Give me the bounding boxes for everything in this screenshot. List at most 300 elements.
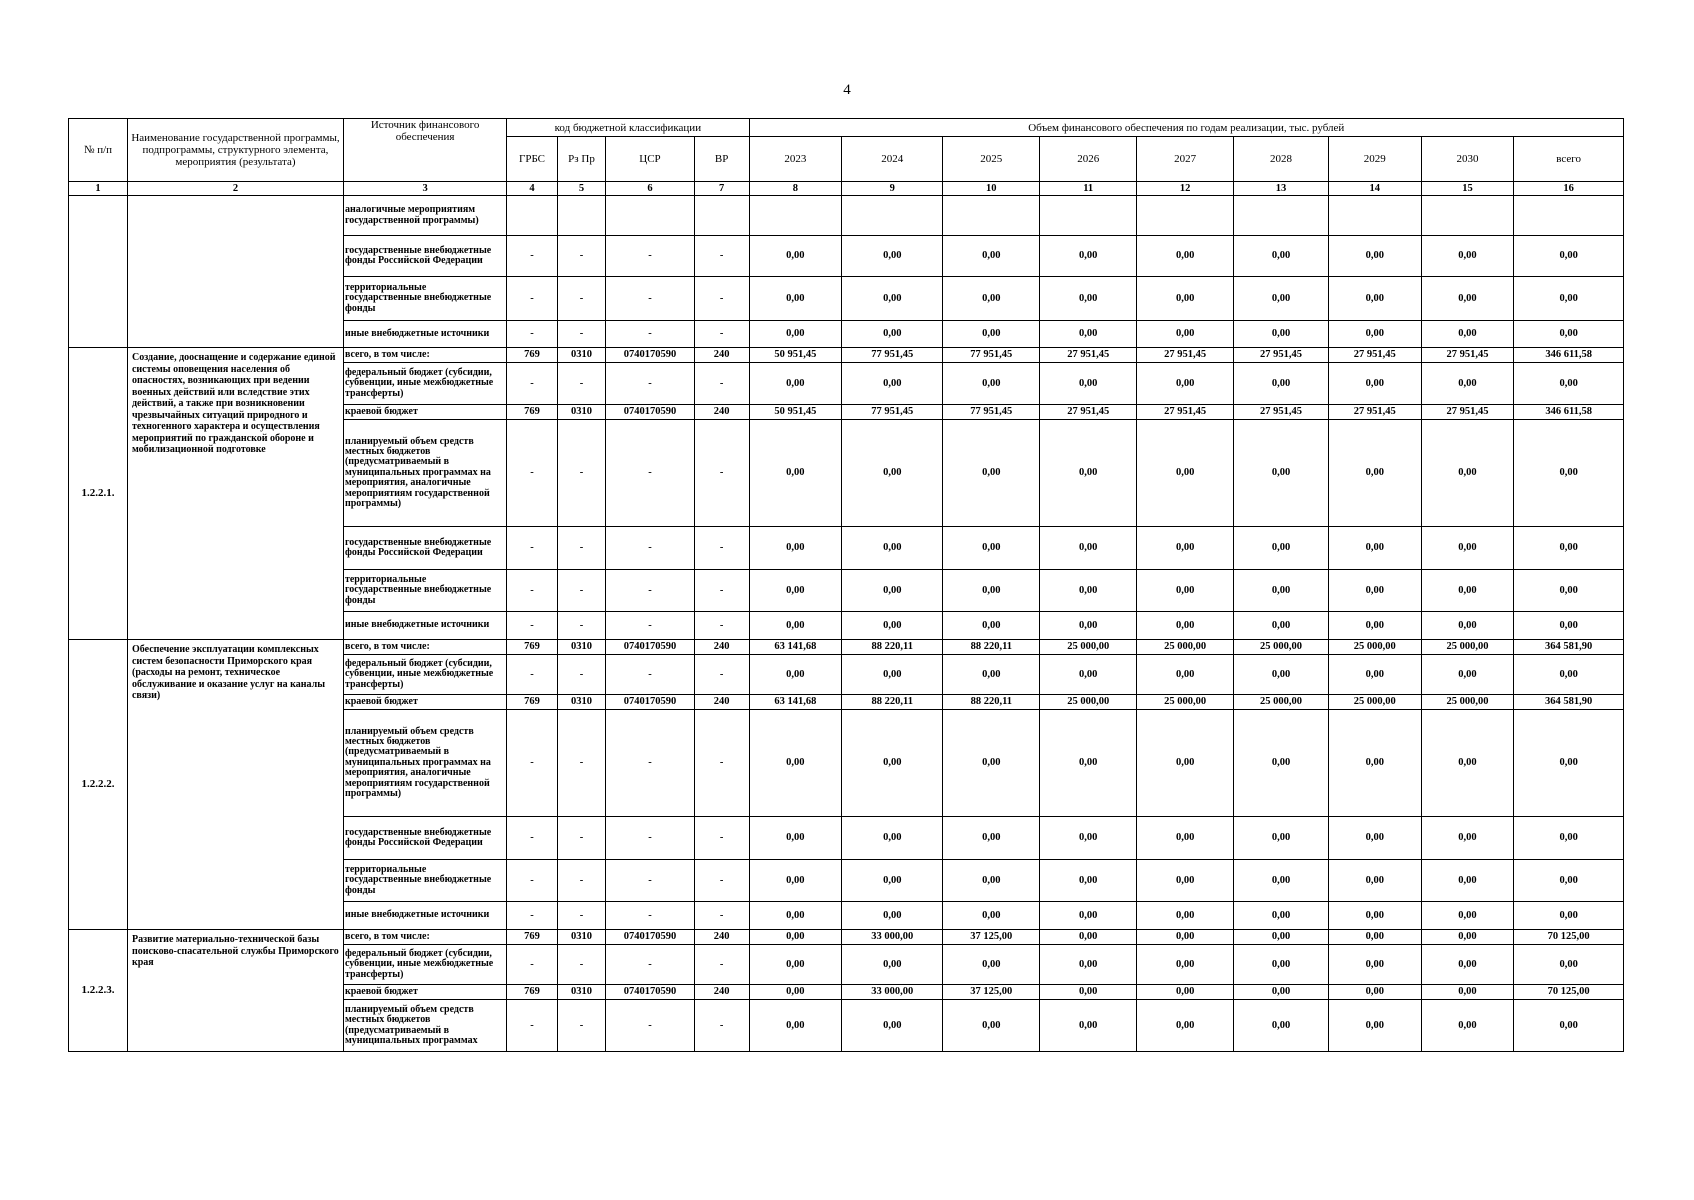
empty-cell <box>1137 196 1234 236</box>
amount-cell: 0,00 <box>1137 1000 1234 1052</box>
amount-cell: 0,00 <box>1040 655 1137 695</box>
amount-cell: 27 951,45 <box>1328 405 1421 420</box>
amount-cell: 346 611,58 <box>1514 405 1624 420</box>
amount-cell: 0,00 <box>943 277 1040 321</box>
amount-cell: 0,00 <box>1040 363 1137 405</box>
amount-cell: 0,00 <box>749 817 842 860</box>
budget-code-cell: 240 <box>694 985 749 1000</box>
amount-cell: 33 000,00 <box>842 985 943 1000</box>
amount-cell: 0,00 <box>943 817 1040 860</box>
amount-cell: 0,00 <box>1040 277 1137 321</box>
empty-cell <box>1421 196 1514 236</box>
amount-cell: 0,00 <box>1234 710 1329 817</box>
dash-cell: - <box>694 860 749 902</box>
column-number: 5 <box>557 182 605 196</box>
dash-cell: - <box>507 945 558 985</box>
table-row <box>69 196 1624 236</box>
dash-cell: - <box>694 902 749 930</box>
amount-cell: 25 000,00 <box>1234 640 1329 655</box>
amount-cell: 0,00 <box>749 945 842 985</box>
amount-cell: 0,00 <box>1234 1000 1329 1052</box>
amount-cell: 0,00 <box>943 570 1040 612</box>
amount-cell: 0,00 <box>1040 612 1137 640</box>
amount-cell: 0,00 <box>749 710 842 817</box>
budget-code-cell: 0740170590 <box>606 985 694 1000</box>
amount-cell: 0,00 <box>1040 420 1137 527</box>
amount-cell: 0,00 <box>1040 236 1137 277</box>
amount-cell: 0,00 <box>1234 570 1329 612</box>
budget-code-cell: 769 <box>507 695 558 710</box>
table-body <box>69 196 1624 1052</box>
amount-cell: 0,00 <box>1328 527 1421 570</box>
amount-cell: 0,00 <box>1514 236 1624 277</box>
amount-cell: 0,00 <box>1328 902 1421 930</box>
dash-cell: - <box>606 945 694 985</box>
source-label: федеральный бюджет (субсидии, субвенции, иные межбюджетные трансферты) <box>343 655 506 695</box>
amount-cell: 0,00 <box>749 930 842 945</box>
amount-cell: 0,00 <box>749 527 842 570</box>
amount-cell: 0,00 <box>842 710 943 817</box>
dash-cell: - <box>507 321 558 348</box>
budget-code-cell: 240 <box>694 640 749 655</box>
amount-cell: 0,00 <box>1137 570 1234 612</box>
amount-cell: 0,00 <box>1234 527 1329 570</box>
budget-code-cell: 0740170590 <box>606 405 694 420</box>
amount-cell: 25 000,00 <box>1234 695 1329 710</box>
amount-cell: 0,00 <box>1328 985 1421 1000</box>
dash-cell: - <box>606 236 694 277</box>
budget-code-cell: 0310 <box>557 405 605 420</box>
amount-cell: 0,00 <box>1234 860 1329 902</box>
empty-cell <box>749 196 842 236</box>
amount-cell: 0,00 <box>1421 612 1514 640</box>
amount-cell: 0,00 <box>1040 710 1137 817</box>
amount-cell: 70 125,00 <box>1514 985 1624 1000</box>
budget-code-cell: 0310 <box>557 930 605 945</box>
dash-cell: - <box>557 902 605 930</box>
dash-cell: - <box>557 570 605 612</box>
dash-cell: - <box>694 1000 749 1052</box>
item-number: 1.2.2.3. <box>69 930 128 1052</box>
amount-cell: 27 951,45 <box>1040 405 1137 420</box>
amount-cell: 0,00 <box>749 612 842 640</box>
dash-cell: - <box>507 860 558 902</box>
dash-cell: - <box>557 420 605 527</box>
header-csr: ЦСР <box>606 137 694 182</box>
amount-cell: 50 951,45 <box>749 405 842 420</box>
amount-cell: 0,00 <box>943 902 1040 930</box>
budget-code-cell: 0310 <box>557 348 605 363</box>
source-label: государственные внебюджетные фонды Российской Федерации <box>343 236 506 277</box>
amount-cell: 25 000,00 <box>1328 640 1421 655</box>
header-year-2028: 2028 <box>1234 137 1329 182</box>
source-label: всего, в том числе: <box>343 348 506 363</box>
header-year-2025: 2025 <box>943 137 1040 182</box>
amount-cell: 25 000,00 <box>1328 695 1421 710</box>
amount-cell: 364 581,90 <box>1514 640 1624 655</box>
dash-cell: - <box>507 363 558 405</box>
dash-cell: - <box>557 363 605 405</box>
dash-cell: - <box>694 236 749 277</box>
amount-cell: 0,00 <box>1514 570 1624 612</box>
amount-cell: 0,00 <box>1421 930 1514 945</box>
source-label: территориальные государственные внебюджетные фонды <box>343 277 506 321</box>
amount-cell: 0,00 <box>842 321 943 348</box>
amount-cell: 0,00 <box>1421 817 1514 860</box>
budget-code-cell: 0740170590 <box>606 695 694 710</box>
dash-cell: - <box>557 860 605 902</box>
column-number: 7 <box>694 182 749 196</box>
dash-cell: - <box>606 817 694 860</box>
header-year-2030: 2030 <box>1421 137 1514 182</box>
amount-cell: 0,00 <box>1328 655 1421 695</box>
dash-cell: - <box>557 945 605 985</box>
amount-cell: 0,00 <box>1137 277 1234 321</box>
column-number: 11 <box>1040 182 1137 196</box>
table-row <box>69 930 1624 945</box>
amount-cell: 0,00 <box>1040 817 1137 860</box>
item-number <box>69 196 128 348</box>
empty-cell <box>507 196 558 236</box>
amount-cell: 0,00 <box>842 655 943 695</box>
page-number: 4 <box>843 82 851 98</box>
amount-cell: 0,00 <box>1421 277 1514 321</box>
amount-cell: 0,00 <box>1421 420 1514 527</box>
dash-cell: - <box>694 710 749 817</box>
amount-cell: 0,00 <box>943 945 1040 985</box>
amount-cell: 27 951,45 <box>1040 348 1137 363</box>
amount-cell: 0,00 <box>1137 363 1234 405</box>
amount-cell: 0,00 <box>1421 363 1514 405</box>
dash-cell: - <box>557 655 605 695</box>
dash-cell: - <box>557 1000 605 1052</box>
amount-cell: 27 951,45 <box>1234 348 1329 363</box>
source-label: планируемый объем средств местных бюджетов (предусматриваемый в муниципальных программах на мероприятия, аналогичные мероприятиям государственной программы) <box>343 710 506 817</box>
header-row-1 <box>69 119 1624 137</box>
amount-cell: 88 220,11 <box>943 695 1040 710</box>
dash-cell: - <box>507 236 558 277</box>
dash-cell: - <box>507 1000 558 1052</box>
amount-cell: 0,00 <box>749 277 842 321</box>
empty-cell <box>557 196 605 236</box>
empty-cell <box>606 196 694 236</box>
amount-cell: 25 000,00 <box>1137 640 1234 655</box>
amount-cell: 0,00 <box>1234 236 1329 277</box>
empty-cell <box>1514 196 1624 236</box>
amount-cell: 0,00 <box>749 860 842 902</box>
dash-cell: - <box>557 817 605 860</box>
amount-cell: 25 000,00 <box>1137 695 1234 710</box>
amount-cell: 27 951,45 <box>1137 348 1234 363</box>
amount-cell: 0,00 <box>749 321 842 348</box>
budget-code-cell: 0310 <box>557 695 605 710</box>
dash-cell: - <box>557 321 605 348</box>
dash-cell: - <box>606 570 694 612</box>
amount-cell: 0,00 <box>1328 570 1421 612</box>
budget-code-cell: 769 <box>507 348 558 363</box>
amount-cell: 0,00 <box>1328 1000 1421 1052</box>
amount-cell: 0,00 <box>1328 420 1421 527</box>
amount-cell: 0,00 <box>1421 945 1514 985</box>
amount-cell: 0,00 <box>842 363 943 405</box>
header-year-2027: 2027 <box>1137 137 1234 182</box>
item-number: 1.2.2.1. <box>69 348 128 640</box>
amount-cell: 0,00 <box>1514 527 1624 570</box>
dash-cell: - <box>606 277 694 321</box>
source-label: планируемый объем средств местных бюджетов (предусматриваемый в муниципальных программах <box>343 1000 506 1052</box>
amount-cell: 63 141,68 <box>749 640 842 655</box>
dash-cell: - <box>606 710 694 817</box>
amount-cell: 0,00 <box>1137 420 1234 527</box>
dash-cell: - <box>694 363 749 405</box>
amount-cell: 0,00 <box>749 570 842 612</box>
amount-cell: 0,00 <box>1234 321 1329 348</box>
column-number: 15 <box>1421 182 1514 196</box>
amount-cell: 0,00 <box>1514 817 1624 860</box>
source-label: иные внебюджетные источники <box>343 612 506 640</box>
amount-cell: 0,00 <box>1234 612 1329 640</box>
amount-cell: 0,00 <box>1514 277 1624 321</box>
budget-code-cell: 769 <box>507 640 558 655</box>
dash-cell: - <box>557 612 605 640</box>
amount-cell: 0,00 <box>1137 612 1234 640</box>
dash-cell: - <box>606 902 694 930</box>
column-number: 4 <box>507 182 558 196</box>
amount-cell: 0,00 <box>1421 1000 1514 1052</box>
empty-cell <box>1040 196 1137 236</box>
budget-code-cell: 769 <box>507 930 558 945</box>
amount-cell: 0,00 <box>943 710 1040 817</box>
amount-cell: 0,00 <box>749 420 842 527</box>
amount-cell: 0,00 <box>842 570 943 612</box>
amount-cell: 63 141,68 <box>749 695 842 710</box>
dash-cell: - <box>694 420 749 527</box>
budget-code-cell: 0740170590 <box>606 930 694 945</box>
amount-cell: 346 611,58 <box>1514 348 1624 363</box>
dash-cell: - <box>606 527 694 570</box>
amount-cell: 27 951,45 <box>1328 348 1421 363</box>
column-number: 13 <box>1234 182 1329 196</box>
header-vr: ВР <box>694 137 749 182</box>
amount-cell: 0,00 <box>1040 902 1137 930</box>
column-number: 1 <box>69 182 128 196</box>
amount-cell: 27 951,45 <box>1421 348 1514 363</box>
amount-cell: 0,00 <box>842 612 943 640</box>
amount-cell: 0,00 <box>1137 817 1234 860</box>
dash-cell: - <box>507 612 558 640</box>
amount-cell: 88 220,11 <box>943 640 1040 655</box>
source-label: краевой бюджет <box>343 695 506 710</box>
dash-cell: - <box>557 277 605 321</box>
amount-cell: 0,00 <box>943 363 1040 405</box>
amount-cell: 0,00 <box>1421 236 1514 277</box>
amount-cell: 0,00 <box>842 527 943 570</box>
dash-cell: - <box>507 710 558 817</box>
amount-cell: 37 125,00 <box>943 930 1040 945</box>
financing-table <box>68 118 1624 1052</box>
amount-cell: 0,00 <box>943 655 1040 695</box>
source-label: краевой бюджет <box>343 985 506 1000</box>
table-row <box>69 640 1624 655</box>
column-number: 9 <box>842 182 943 196</box>
amount-cell: 0,00 <box>842 236 943 277</box>
item-name: Создание, дооснащение и содержание единой системы оповещения населения об опасностях, возникающих при ведении военных действий или вследствие этих действий, а также при возникновении чрезвычайных ситуаций природного и техногенного характера и осуществления мероприятий по гражданской обороне и мобилизационной подготовке <box>127 348 343 640</box>
budget-code-cell: 240 <box>694 930 749 945</box>
column-number: 12 <box>1137 182 1234 196</box>
amount-cell: 77 951,45 <box>943 405 1040 420</box>
column-number: 10 <box>943 182 1040 196</box>
amount-cell: 0,00 <box>1328 710 1421 817</box>
amount-cell: 0,00 <box>1328 277 1421 321</box>
amount-cell: 50 951,45 <box>749 348 842 363</box>
source-label: территориальные государственные внебюджетные фонды <box>343 860 506 902</box>
amount-cell: 364 581,90 <box>1514 695 1624 710</box>
amount-cell: 0,00 <box>1137 902 1234 930</box>
column-number: 3 <box>343 182 506 196</box>
amount-cell: 27 951,45 <box>1234 405 1329 420</box>
source-label: аналогичные мероприятиям государственной программы) <box>343 196 506 236</box>
amount-cell: 0,00 <box>1234 930 1329 945</box>
amount-cell: 0,00 <box>1040 1000 1137 1052</box>
source-label: планируемый объем средств местных бюджетов (предусматриваемый в муниципальных программах на мероприятия, аналогичные мероприятиям государственной программы) <box>343 420 506 527</box>
amount-cell: 25 000,00 <box>1421 640 1514 655</box>
amount-cell: 0,00 <box>1234 985 1329 1000</box>
dash-cell: - <box>507 570 558 612</box>
source-label: федеральный бюджет (субсидии, субвенции, иные межбюджетные трансферты) <box>343 363 506 405</box>
source-label: всего, в том числе: <box>343 640 506 655</box>
header-total: всего <box>1514 137 1624 182</box>
dash-cell: - <box>606 612 694 640</box>
header-year-2029: 2029 <box>1328 137 1421 182</box>
source-label: иные внебюджетные источники <box>343 902 506 930</box>
amount-cell: 0,00 <box>1040 860 1137 902</box>
header-name: Наименование государственной программы, подпрограммы, структурного элемента, мероприятия (результата) <box>127 119 343 182</box>
amount-cell: 88 220,11 <box>842 640 943 655</box>
dash-cell: - <box>694 570 749 612</box>
amount-cell: 0,00 <box>1514 655 1624 695</box>
dash-cell: - <box>507 902 558 930</box>
amount-cell: 0,00 <box>749 236 842 277</box>
header-source: Источник финансового обеспечения <box>343 119 506 182</box>
amount-cell: 0,00 <box>1234 363 1329 405</box>
dash-cell: - <box>606 420 694 527</box>
amount-cell: 0,00 <box>842 420 943 527</box>
column-number: 6 <box>606 182 694 196</box>
amount-cell: 0,00 <box>1137 710 1234 817</box>
amount-cell: 0,00 <box>943 1000 1040 1052</box>
dash-cell: - <box>694 655 749 695</box>
amount-cell: 0,00 <box>749 655 842 695</box>
header-grbs: ГРБС <box>507 137 558 182</box>
amount-cell: 0,00 <box>1421 902 1514 930</box>
dash-cell: - <box>507 420 558 527</box>
amount-cell: 0,00 <box>943 527 1040 570</box>
dash-cell: - <box>557 236 605 277</box>
amount-cell: 0,00 <box>749 363 842 405</box>
amount-cell: 25 000,00 <box>1421 695 1514 710</box>
amount-cell: 0,00 <box>1514 420 1624 527</box>
amount-cell: 0,00 <box>1421 710 1514 817</box>
amount-cell: 0,00 <box>1234 655 1329 695</box>
amount-cell: 77 951,45 <box>842 348 943 363</box>
header-year-2023: 2023 <box>749 137 842 182</box>
source-label: краевой бюджет <box>343 405 506 420</box>
amount-cell: 0,00 <box>943 860 1040 902</box>
amount-cell: 0,00 <box>1137 527 1234 570</box>
dash-cell: - <box>507 817 558 860</box>
amount-cell: 0,00 <box>749 1000 842 1052</box>
amount-cell: 0,00 <box>943 321 1040 348</box>
amount-cell: 0,00 <box>749 902 842 930</box>
amount-cell: 0,00 <box>1137 985 1234 1000</box>
source-label: федеральный бюджет (субсидии, субвенции, иные межбюджетные трансферты) <box>343 945 506 985</box>
budget-code-cell: 0740170590 <box>606 640 694 655</box>
dash-cell: - <box>606 860 694 902</box>
amount-cell: 0,00 <box>1234 277 1329 321</box>
amount-cell: 0,00 <box>1040 945 1137 985</box>
amount-cell: 37 125,00 <box>943 985 1040 1000</box>
amount-cell: 70 125,00 <box>1514 930 1624 945</box>
amount-cell: 0,00 <box>1137 945 1234 985</box>
dash-cell: - <box>694 527 749 570</box>
column-number-row <box>69 182 1624 196</box>
amount-cell: 0,00 <box>842 1000 943 1052</box>
dash-cell: - <box>507 655 558 695</box>
budget-code-cell: 769 <box>507 405 558 420</box>
budget-code-cell: 240 <box>694 348 749 363</box>
budget-code-cell: 240 <box>694 695 749 710</box>
amount-cell: 0,00 <box>1328 321 1421 348</box>
column-number: 16 <box>1514 182 1624 196</box>
amount-cell: 0,00 <box>842 277 943 321</box>
amount-cell: 0,00 <box>1421 321 1514 348</box>
empty-cell <box>943 196 1040 236</box>
amount-cell: 33 000,00 <box>842 930 943 945</box>
dash-cell: - <box>507 527 558 570</box>
amount-cell: 25 000,00 <box>1040 640 1137 655</box>
amount-cell: 0,00 <box>1421 570 1514 612</box>
header-volume-group: Объем финансового обеспечения по годам реализации, тыс. рублей <box>749 119 1624 137</box>
column-number: 14 <box>1328 182 1421 196</box>
table-row <box>69 348 1624 363</box>
dash-cell: - <box>694 945 749 985</box>
amount-cell: 25 000,00 <box>1040 695 1137 710</box>
amount-cell: 0,00 <box>842 945 943 985</box>
budget-code-cell: 0310 <box>557 640 605 655</box>
amount-cell: 0,00 <box>1234 945 1329 985</box>
dash-cell: - <box>606 655 694 695</box>
item-name: Развитие материально-технической базы поисково-спасательной службы Приморского края <box>127 930 343 1052</box>
amount-cell: 0,00 <box>1137 236 1234 277</box>
amount-cell: 0,00 <box>1514 321 1624 348</box>
source-label: всего, в том числе: <box>343 930 506 945</box>
budget-code-cell: 0740170590 <box>606 348 694 363</box>
amount-cell: 0,00 <box>1328 945 1421 985</box>
header-num: № п/п <box>69 119 128 182</box>
amount-cell: 0,00 <box>943 612 1040 640</box>
source-label: государственные внебюджетные фонды Российской Федерации <box>343 527 506 570</box>
amount-cell: 27 951,45 <box>1421 405 1514 420</box>
amount-cell: 0,00 <box>842 860 943 902</box>
amount-cell: 0,00 <box>943 420 1040 527</box>
amount-cell: 0,00 <box>1514 612 1624 640</box>
amount-cell: 0,00 <box>1137 860 1234 902</box>
budget-code-cell: 769 <box>507 985 558 1000</box>
amount-cell: 0,00 <box>1514 363 1624 405</box>
amount-cell: 0,00 <box>1137 930 1234 945</box>
amount-cell: 0,00 <box>1137 655 1234 695</box>
dash-cell: - <box>606 321 694 348</box>
